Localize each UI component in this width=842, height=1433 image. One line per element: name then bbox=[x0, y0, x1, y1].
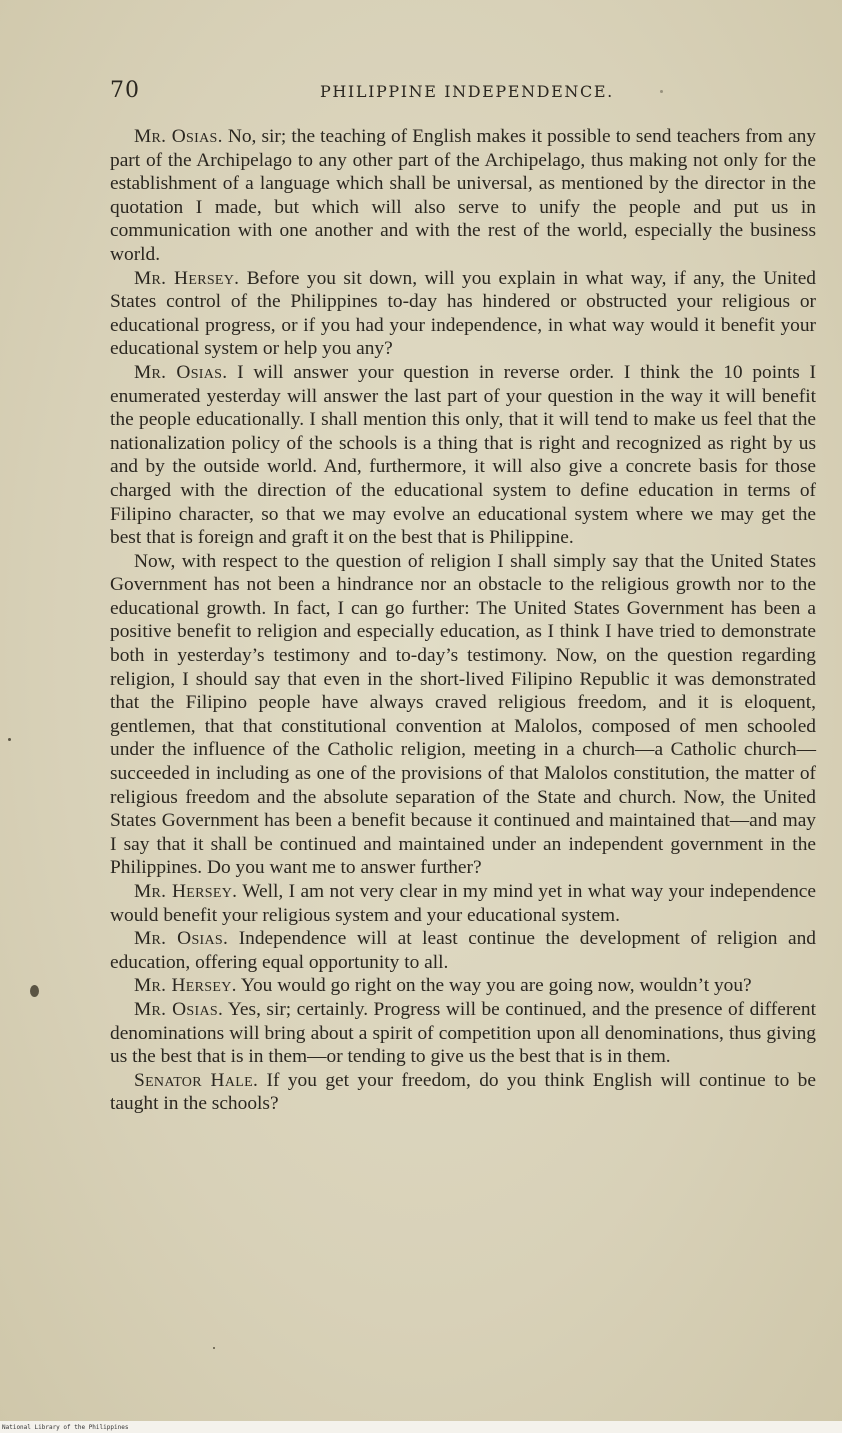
speaker-name: Mr. Hersey. bbox=[134, 975, 237, 997]
speaker-name: Mr. Osias. bbox=[134, 126, 223, 147]
paragraph-text: No, sir; the teaching of English makes it possible to send teachers from any part of the Archipelago to any other part of the Archipelago, thus making not only for the establishment of a language which shall be universal, as mentioned by the director in the quotation I made, but which will also serve to unify the people and put us in communication with one another and with the rest of the world, especially the business world. bbox=[110, 126, 816, 265]
paragraph bbox=[110, 1069, 816, 1116]
paragraph bbox=[110, 927, 816, 974]
speaker-name: Mr. Osias. bbox=[134, 928, 229, 950]
paragraph-text: If you get your freedom, do you think English will continue to be taught in the schools? bbox=[110, 1069, 816, 1115]
paragraph-text: Well, I am not very clear in my mind yet in what way your independence would benefit your religious system and your educational system. bbox=[110, 881, 816, 926]
paragraph bbox=[110, 361, 816, 550]
speaker-name: Mr. Hersey. bbox=[134, 881, 238, 902]
paragraph-text: I will answer your question in reverse order. I think the 10 points I enumerated yesterday will answer the last part of your question in the way it will benefit the people educationally. I shall mention this only, that it will tend to make us feel that the nationalization policy of the schools is a thing that is right and recognized as right by us and by the outside world. And, furthermore, it will also give a concrete basis for those charged with the direction of the educational system to define education in terms of Filipino character, so that we may evolve an educational system where we may get the best that is foreign and graft it on the best that is Philippine. bbox=[110, 361, 816, 549]
page-header bbox=[110, 78, 816, 108]
speaker-name: Senator Hale. bbox=[134, 1069, 259, 1091]
ink-spot bbox=[660, 90, 663, 93]
paragraph bbox=[110, 125, 816, 267]
paragraph-text: Independence will at least continue the development of religion and education, offering equal opportunity to all. bbox=[110, 928, 816, 973]
ink-spot bbox=[8, 738, 11, 741]
running-title: PHILIPPINE INDEPENDENCE. bbox=[320, 82, 614, 101]
paragraph bbox=[110, 880, 816, 927]
testimony-text bbox=[110, 125, 816, 1116]
speaker-name: Mr. Osias. bbox=[134, 361, 228, 383]
speaker-name: Mr. Osias. bbox=[134, 998, 224, 1020]
paragraph-text: Now, with respect to the question of religion I shall simply say that the United States Government has not been a hindrance nor an obstacle to the religious growth nor to the educational growth. In fact, I can go further: The United States Government has been a positive benefit to religion and especially education, as I think I have tried to demonstrate both in yesterday’s testimony and to-day’s testimony. Now, on the question regarding religion, I should say that even in the short-lived Filipino Republic it was demonstrated that the Filipino people have always craved religious freedom, and it is eloquent, gentlemen, that that constitutional convention at Malolos, composed of men schooled under the influence of the Catholic religion, meeting in a church—a Catholic church—succeeded in including as one of the provisions of that Malolos constitution, the matter of religious freedom and the absolute separation of the State and church. Now, the United States Government has been a benefit because it continued and maintained that—and may I say that it shall be continued and maintained under an independent government in the Philippines. Do you want me to answer further? bbox=[110, 550, 816, 879]
paragraph bbox=[110, 974, 816, 998]
ink-spot bbox=[30, 985, 39, 997]
paragraph bbox=[110, 267, 816, 361]
page-number: 70 bbox=[110, 78, 140, 103]
paragraph-text: You would go right on the way you are going now, wouldn’t you? bbox=[236, 975, 752, 997]
library-note: National Library of the Philippines bbox=[2, 1424, 129, 1431]
paragraph bbox=[110, 998, 816, 1069]
paragraph-text: Yes, sir; certainly. Progress will be continued, and the presence of different denominations will bring about a spirit of competition upon all denominations, thus giving us the best that is in them—or tending to give us the best that is in them. bbox=[110, 998, 816, 1068]
paragraph bbox=[110, 550, 816, 880]
ink-spot bbox=[213, 1347, 215, 1349]
paragraph-text: Before you sit down, will you explain in what way, if any, the United States control of the Philippines to-day has hindered or obstructed your religious or educational progress, or if you had your independence, in what way would it benefit your educational system or help you any? bbox=[110, 267, 816, 360]
speaker-name: Mr. Hersey. bbox=[134, 267, 240, 289]
